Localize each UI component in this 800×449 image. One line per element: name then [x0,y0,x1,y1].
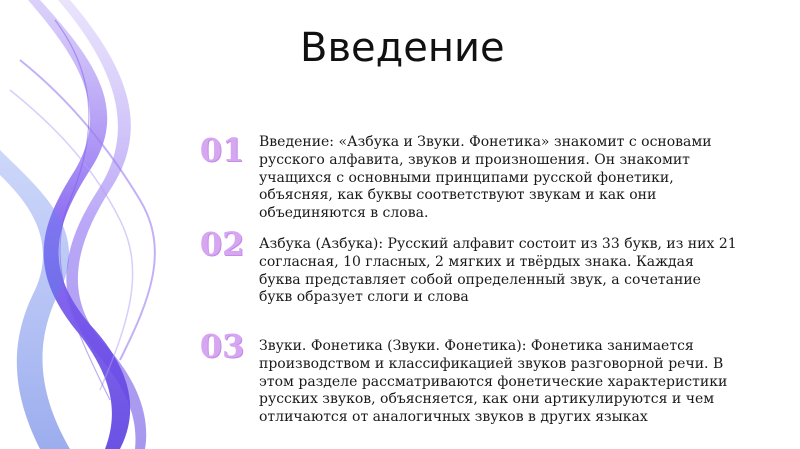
item-text: Азбука (Азбука): Русский алфавит состоит из 33 букв, из них 21 согласная, 10 гласных, 2 мягких и твёрдых знака. Каждая буква представляет собой определенный звук, а сочетание букв образует слоги и слова [259,236,737,306]
item-text: Введение: «Азбука и Звуки. Фонетика» знакомит с основами русского алфавита, звуков и произношения. Он знакомит учащихся с основными принципами русской фонетики, объясняя, как буквы соответствуют звукам и как они объединяются в слова. [259,134,712,222]
item-number: 02 [199,225,245,263]
item-text: Звуки. Фонетика (Звуки. Фонетика): Фонетика занимается производством и классификацией звуков разговорной речи. В этом разделе рассматриваются фонетические характеристики русских звуков, объясняется, как они артикулируются и чем отличаются от аналогичных звуков в других языках [259,338,728,426]
item-number: 03 [199,327,245,365]
item-number: 01 [199,131,245,169]
page-title: Введение [300,25,505,71]
purple-smoke-decoration [0,0,200,449]
